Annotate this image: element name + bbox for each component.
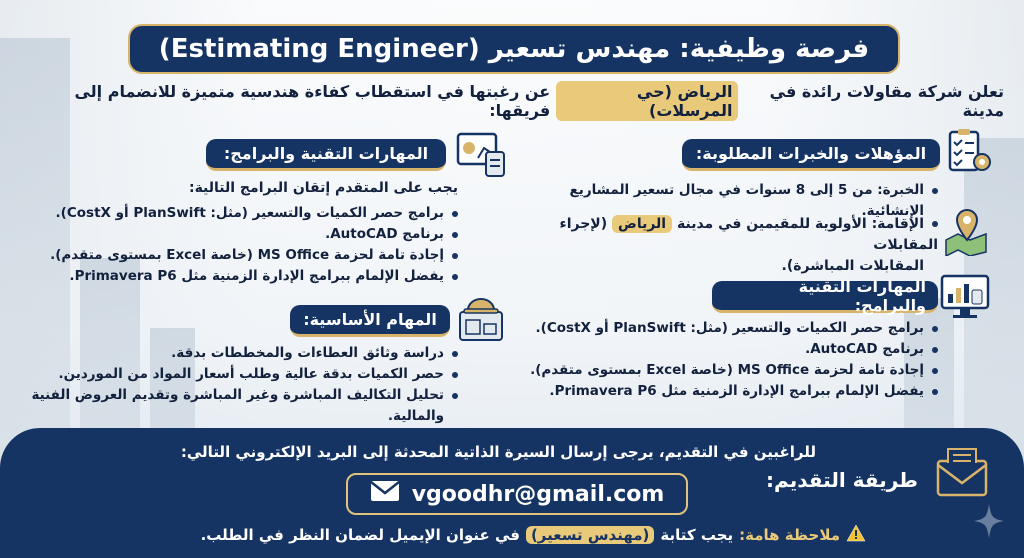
- list-item: تحليل التكاليف المباشرة وغير المباشرة وتقديم العروض الفنية والمالية.: [8, 385, 458, 427]
- experience-item: الخبرة: من 5 إلى 8 سنوات في مجال تسعير المشاريع الإنشائية.: [518, 180, 938, 222]
- list-item: دراسة وثائق العطاءات والمخططات بدقة.: [8, 343, 458, 364]
- envelope-icon: [934, 443, 990, 499]
- intro-highlight: الرياض (حي المرسلات): [556, 81, 738, 121]
- residence-a: الإقامة: الأولوية للمقيمين في مدينة: [676, 216, 924, 232]
- sparkle-icon: [974, 504, 1004, 542]
- list-item: برنامج AutoCAD.: [498, 339, 938, 360]
- email-address[interactable]: [346, 473, 688, 515]
- intro-part1: تعلن شركة مقاولات رائدة في مدينة: [769, 82, 1004, 120]
- tech-right-list: [498, 318, 938, 402]
- list-item: برنامج AutoCAD.: [48, 224, 458, 245]
- bullet: [932, 221, 938, 227]
- email-text[interactable]: vgoodhr@gmail.com: [411, 481, 665, 507]
- tech-left-heading: المهارات التقنية والبرامج:: [206, 139, 446, 171]
- apply-instructions: للراغبين في التقديم، يرجى إرسال السيرة الذاتية المحدثة إلى البريد الإلكتروني التالي:: [180, 443, 816, 461]
- tasks-list: [8, 343, 458, 427]
- tech-left-list: [48, 203, 458, 287]
- residence-b: (لإجراء المقابلات: [559, 216, 938, 253]
- residence-c: المقابلات المباشرة).: [781, 258, 924, 274]
- residence-highlight: الرياض: [612, 215, 672, 233]
- hardhat-blueprint-icon: [456, 294, 506, 344]
- checklist-gear-icon: [944, 126, 994, 176]
- apply-label: طريقة التقديم:: [766, 468, 918, 492]
- warning-icon: [846, 524, 866, 546]
- list-item: يفضل الإلمام ببرامج الإدارة الزمنية مثل Primavera P6.: [498, 381, 938, 402]
- tasks-heading: المهام الأساسية:: [290, 305, 450, 337]
- residence-item: [508, 214, 938, 277]
- list-item: برامج حصر الكميات والتسعير (مثل: PlanSwift أو CostX).: [48, 203, 458, 224]
- tech-right-heading: المهارات التقنية والبرامج:: [712, 281, 938, 313]
- note-part-a: يجب كتابة: [660, 526, 734, 544]
- note-part-b: في عنوان الإيميل لضمان النظر في الطلب.: [200, 526, 520, 544]
- page-title: فرصة وظيفية: مهندس تسعير (Estimating Engineer): [128, 24, 900, 74]
- intro-part2: عن رغبتها في استقطاب كفاءة هندسية متميزة للانضمام إلى فريقها:: [74, 82, 551, 120]
- monitor-chart-icon: [940, 272, 990, 322]
- list-item: إجادة تامة لحزمة MS Office (خاصة Excel بمستوى متقدم).: [498, 360, 938, 381]
- list-item: يفضل الإلمام ببرامج الإدارة الزمنية مثل Primavera P6.: [48, 266, 458, 287]
- list-item: برامج حصر الكميات والتسعير (مثل: PlanSwift أو CostX).: [498, 318, 938, 339]
- list-item: حصر الكميات بدقة عالية وطلب أسعار المواد من الموردين.: [8, 364, 458, 385]
- note-label: ملاحظة هامة:: [739, 526, 840, 544]
- mail-icon: [370, 480, 400, 508]
- note-highlight: (مهندس تسعير): [526, 526, 654, 544]
- intro-text: [50, 82, 1004, 120]
- important-note: [201, 524, 866, 546]
- monitor-chart-icon: [456, 130, 506, 180]
- tech-left-subheading: يجب على المتقدم إتقان البرامج التالية:: [188, 180, 458, 196]
- qualifications-heading: المؤهلات والخبرات المطلوبة:: [682, 139, 940, 171]
- list-item: إجادة تامة لحزمة MS Office (خاصة Excel بمستوى متقدم).: [48, 245, 458, 266]
- map-pin-icon: [942, 206, 992, 256]
